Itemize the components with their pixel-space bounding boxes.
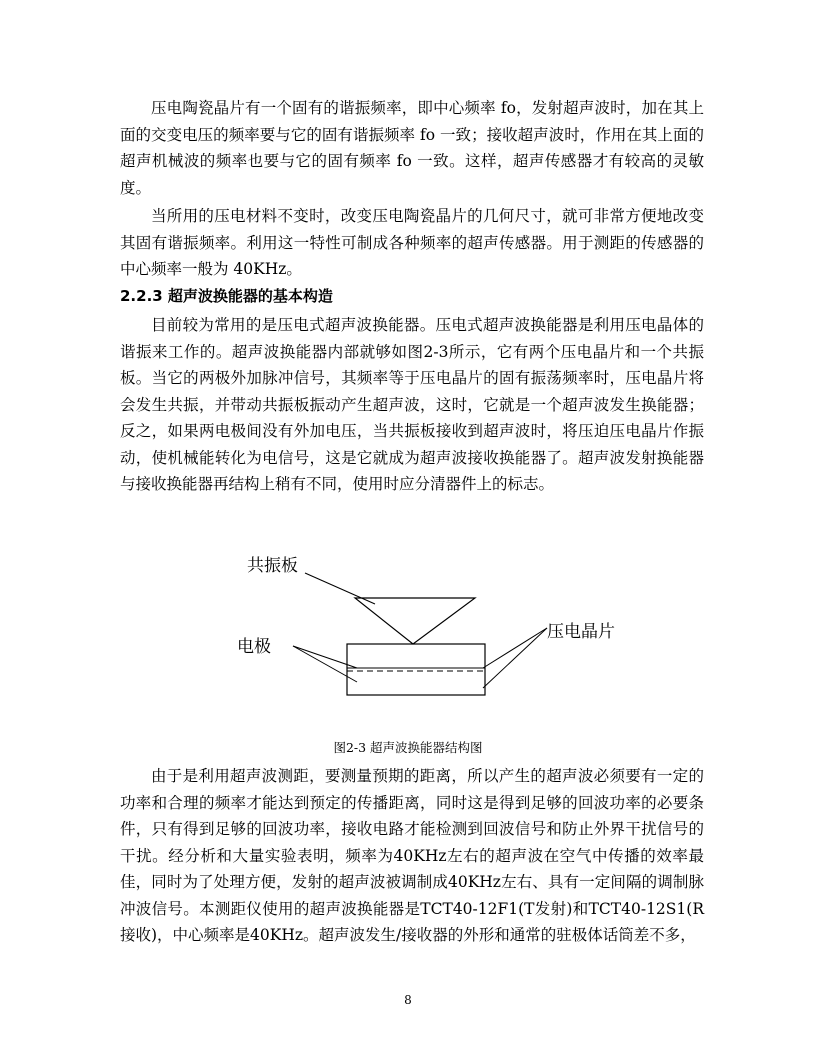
paragraph-resonant-frequency: 压电陶瓷晶片有一个固有的谐振频率，即中心频率 fo，发射超声波时，加在其上面的交变电压的频率要与它的固有谐振频率 fo 一致；接收超声波时，作用在其上面的超声机械波的频率也要与它的固有频率 fo 一致。这样，超声传感器才有较高的灵敏度。 — [120, 99, 704, 197]
resonator-plate-shape — [355, 598, 475, 644]
transducer-diagram — [225, 540, 615, 715]
crystal-body-shape — [347, 644, 485, 695]
resonator-leader-line — [305, 573, 375, 604]
page-number: 8 — [404, 993, 412, 1007]
crystal-leader-line-1 — [483, 628, 547, 668]
resonator-label: 共振板 — [247, 556, 298, 576]
electrode-label: 电极 — [237, 637, 271, 657]
paragraph-transducer-structure: 目前较为常用的是压电式超声波换能器。压电式超声波换能器是利用压电晶体的谐振来工作的。超声波换能器内部就够如图2-3所示，它有两个压电晶片和一个共振板。当它的两极外加脉冲信号，其频率等于压电晶片的固有振荡频率时，压电晶片将会发生共振，并带动共振板振动产生超声波，这时，它就是一个超声波发生换能器；反之，如果两电极间没有外加电压，当共振板接收到超声波时，将压迫压电晶片作振动，使机械能转化为电信号，这是它就成为超声波接收换能器了。超声波发射换能器与接收换能器再结构上稍有不同，使用时应分清器件上的标志。 — [120, 316, 704, 493]
section-heading: 2.2.3 超声波换能器的基本构造 — [120, 287, 333, 305]
crystal-label: 压电晶片 — [547, 622, 615, 642]
paragraph-measurement: 由于是利用超声波测距，要测量预期的距离，所以产生的超声波必须要有一定的功率和合理的频率才能达到预定的传播距离，同时这是得到足够的回波功率的必要条件，只有得到足够的回波功率，接收电路才能检测到回波信号和防止外界干扰信号的干扰。经分析和大量实验表明，频率为40KHz左右的超声波在空气中传播的效率最佳，同时为了处理方便，发射的超声波被调制成40KHz左右、具有一定间隔的调制脉冲波信号。本测距仪使用的超声波换能器是TCT40-12F1(T发射)和TCT40-12S1(R接收)，中心频率是40KHz。超声波发生/接收器的外形和通常的驻极体话筒差不多， — [120, 767, 704, 944]
figure-caption: 图2-3 超声波换能器结构图 — [333, 740, 483, 755]
paragraph-geometry: 当所用的压电材料不变时，改变压电陶瓷晶片的几何尺寸，就可非常方便地改变其固有谐振频率。利用这一特性可制成各种频率的超声传感器。用于测距的传感器的中心频率一般为 40KHz。 — [120, 207, 704, 278]
crystal-leader-line-2 — [483, 628, 547, 688]
